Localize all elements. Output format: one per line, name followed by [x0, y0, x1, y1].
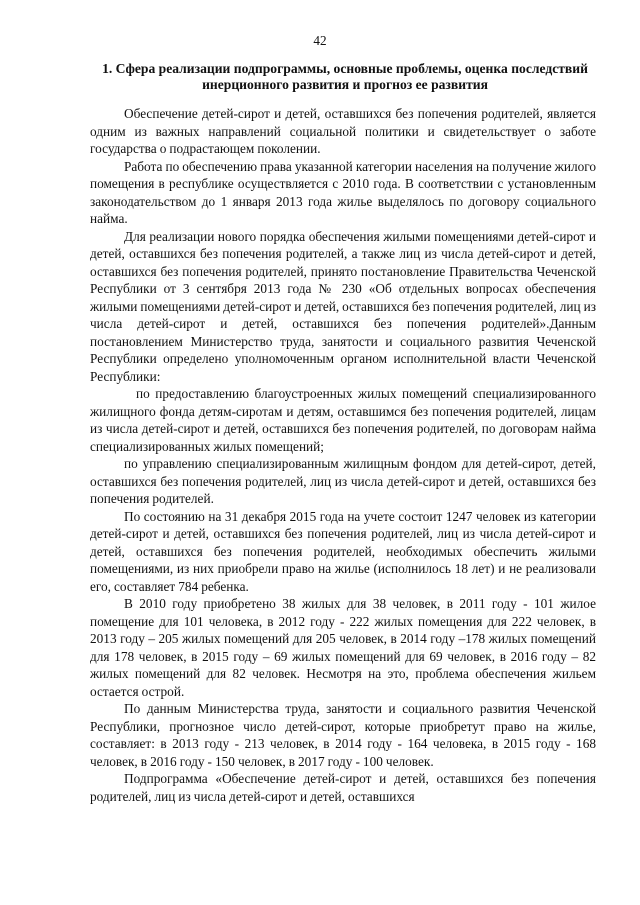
paragraph: Работа по обеспечению права указанной категории населения на получение жилого помещения в республике осуществляется с 2010 года. В соответствии с установленным законодательством до 1 января 2013 года жилье выделялось по договору социального найма.: [90, 158, 596, 226]
paragraph: По состоянию на 31 декабря 2015 года на учете состоит 1247 человек из категории детей-сирот и детей, оставшихся без попечения родителей, лиц из числа детей-сирот и детей, оставшихся без попечения родителей, необходимых обеспечить жилыми помещениями, из них приобрели право на жилье (исполнилось 18 лет) и не реализовали его, составляет 784 ребенка.: [90, 508, 596, 594]
paragraph: по управлению специализированным жилищным фондом для детей-сирот, детей, оставшихся без попечения родителей, лиц из числа детей-сирот и детей, оставшихся без попечения родителей.: [90, 456, 596, 506]
paragraph: по предоставлению благоустроенных жилых помещений специализированного жилищного фонда детям-сиротам и детям, оставшимся без попечения родителей, лицам из числа детей-сирот и детей, оставшихся без попечения родителей, по договорам найма специализированных жилых помещений;: [90, 386, 596, 454]
paragraph: По данным Министерства труда, занятости и социального развития Чеченской Республики, прогнозное число детей-сирот, которые приобретут право на жилье, составляет: в 2013 году - 213 человек, в 2014 году - 164 человека, в 2015 году - 168 человек, в 2016 году - 150 человек, в 2017 году - 100 человек.: [90, 701, 596, 769]
section-heading: 1. Сфера реализации подпрограммы, основные проблемы, оценка последствий инерционного развития и прогноз ее развития: [102, 61, 588, 92]
paragraph: Подпрограмма «Обеспечение детей-сирот и детей, оставшихся без попечения родителей, лиц из числа детей-сирот и детей, оставшихся: [90, 771, 596, 804]
paragraph: В 2010 году приобретено 38 жилых для 38 человек, в 2011 году - 101 жилое помещение для 101 человека, в 2012 году - 222 жилых помещения для 222 человек, в 2013 году – 205 жилых помещений для 205 человек, в 2014 году –178 жилых помещений для 178 человек, в 2015 году – 69 жилых помещений для 69 человек, в 2016 году – 82 жилых помещений для 82 человек. Несмотря на это, проблема обеспечения жильем остается острой.: [90, 596, 596, 699]
body-text: [90, 105, 596, 805]
page-number: 42: [313, 33, 327, 48]
paragraph: Обеспечение детей-сирот и детей, оставшихся без попечения родителей, является одним из важных направлений социальной политики и свидетельствует о заботе государства о подрастающем поколении.: [90, 106, 596, 156]
paragraph: Для реализации нового порядка обеспечения жилыми помещениями детей-сирот и детей, оставшихся без попечения родителей, а также лиц из числа детей-сирот и детей, оставшихся без попечения родителей, принято постановление Правительства Чеченской Республики от 3 сентября 2013 года № 230 «Об отдельных вопросах обеспечения жилыми помещениями детей-сирот и детей, оставшихся без попечения родителей, лиц из числа детей-сирот и детей, оставшихся без попечения родителей».Данным постановлением Министерство труда, занятости и социального развития Чеченской Республики определено уполномоченным органом исполнительной власти Чеченской Республики:: [90, 228, 596, 384]
